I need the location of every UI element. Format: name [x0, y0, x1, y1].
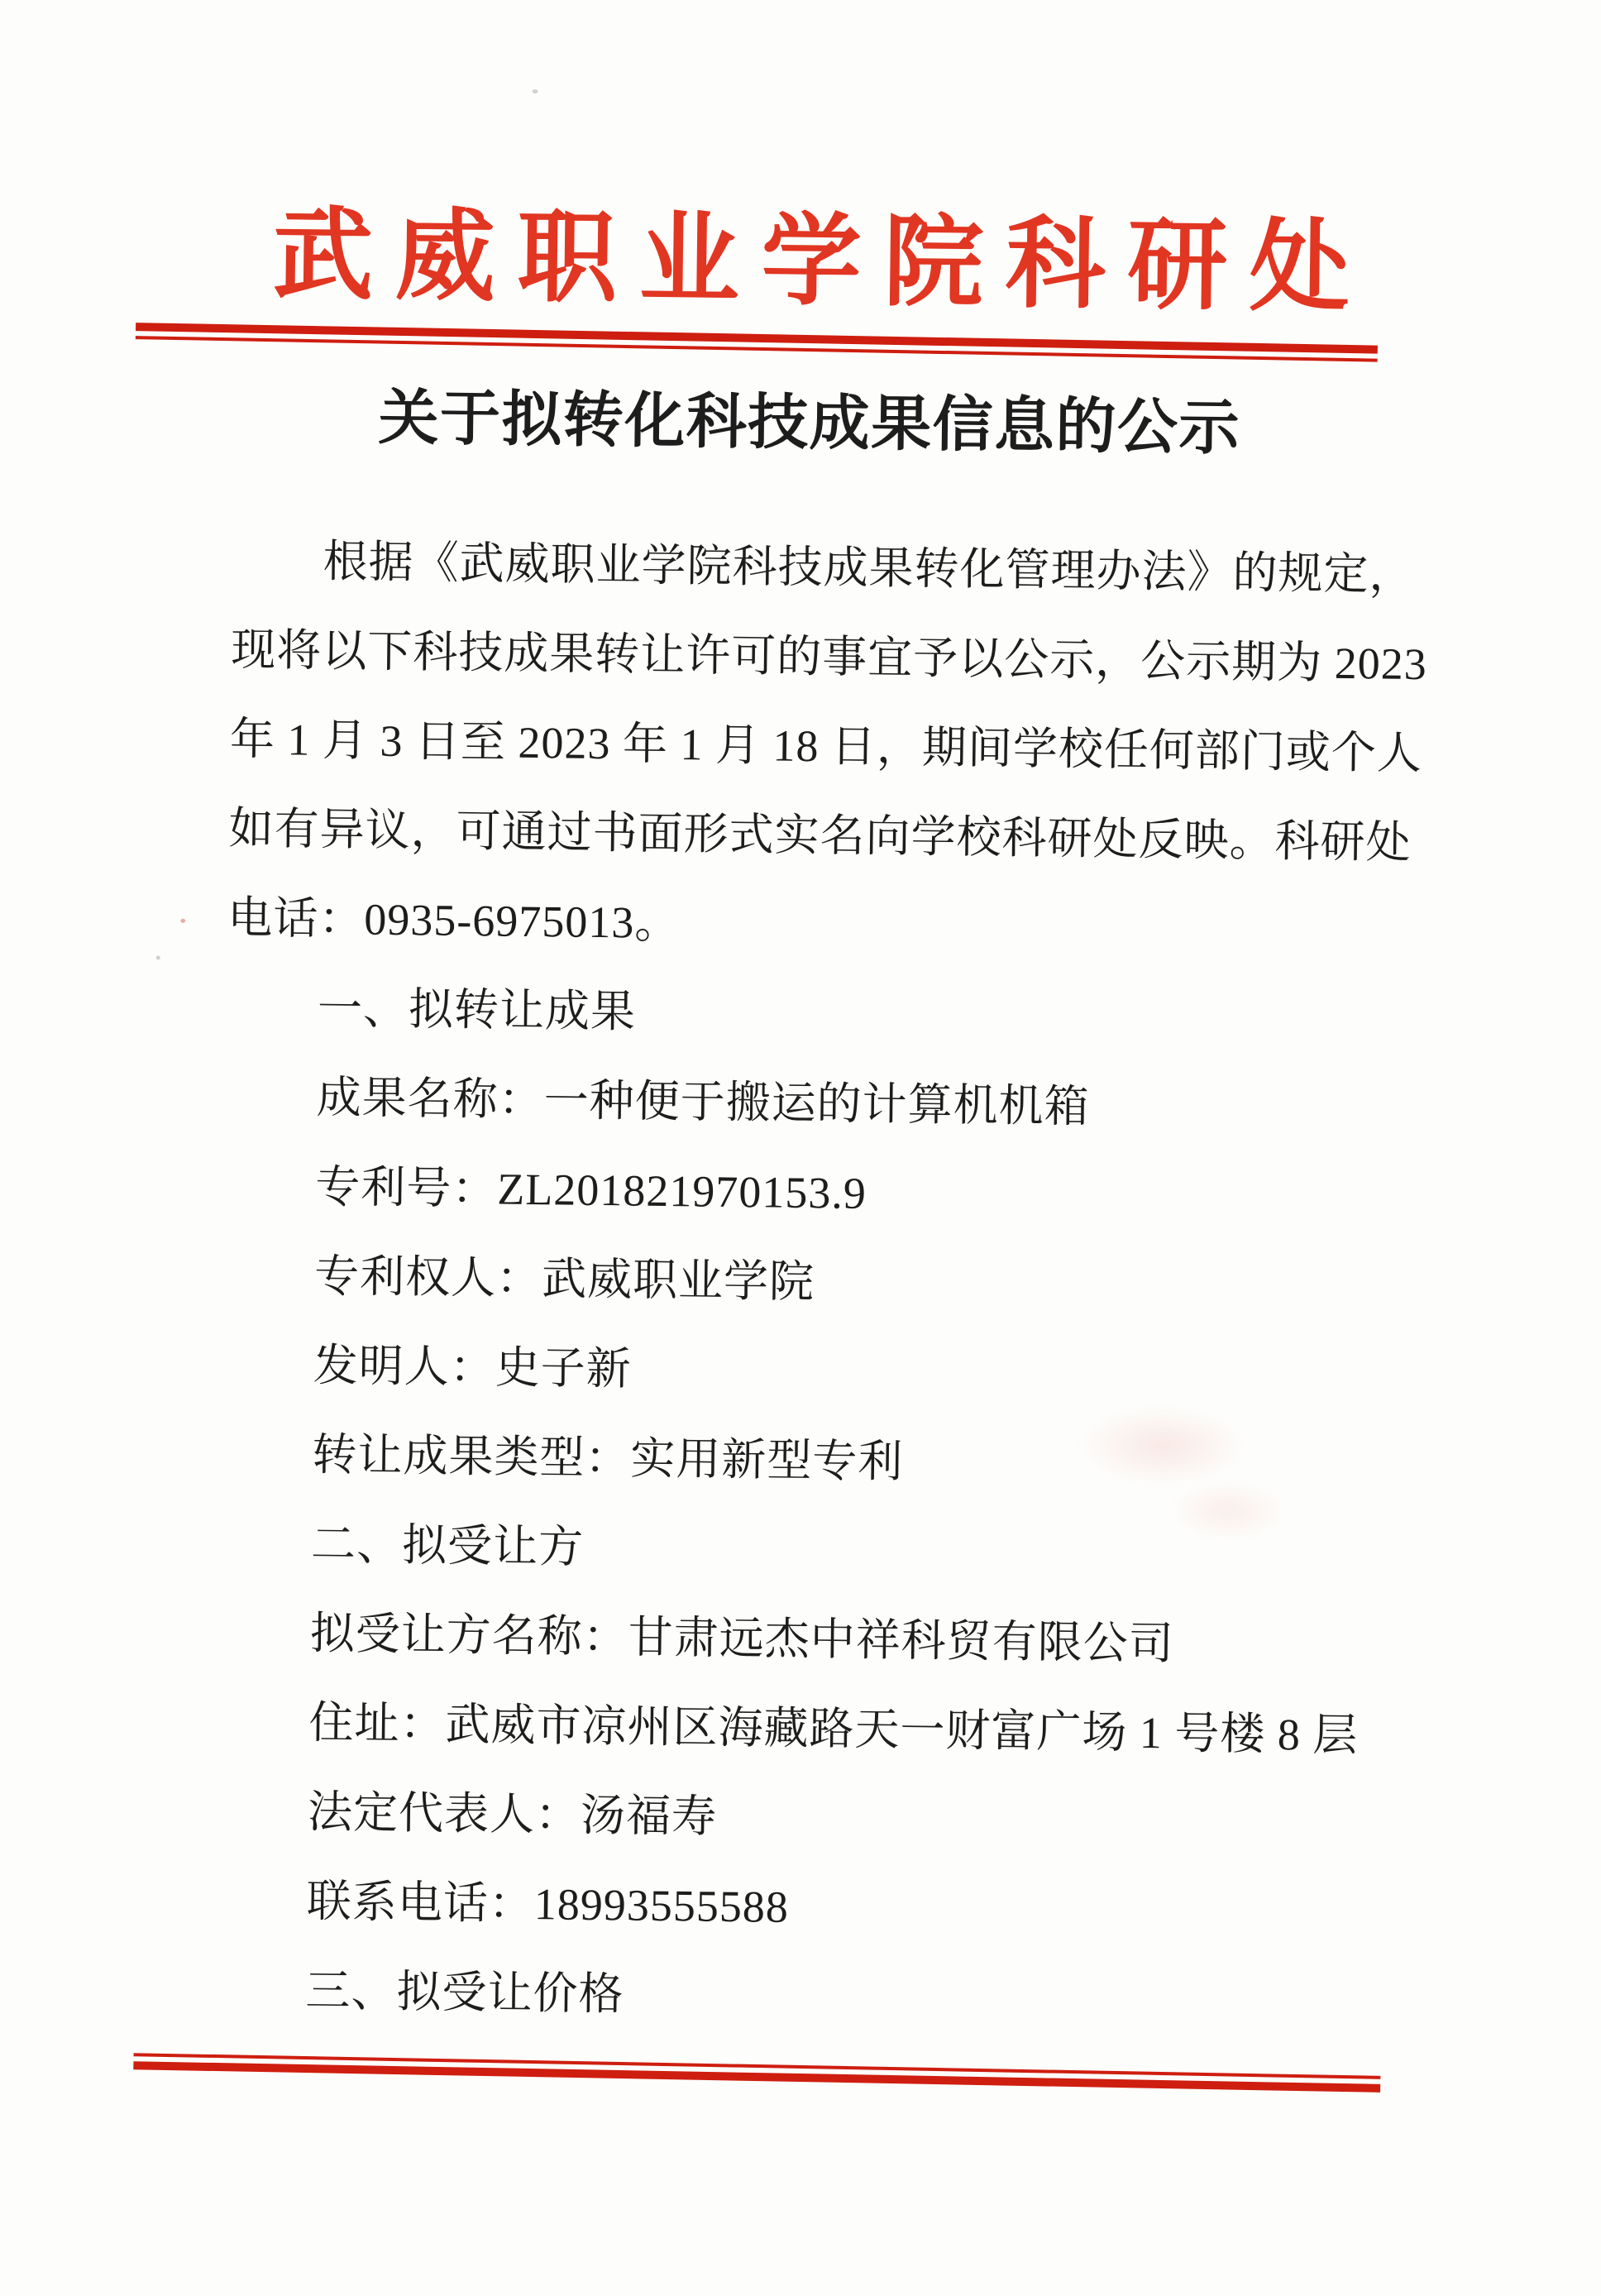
body-line-section-heading: 一、拟转让成果 [317, 983, 637, 1037]
body-line: 年 1 月 3 日至 2023 年 1 月 18 日，期间学校任何部门或个人 [229, 714, 1423, 779]
body-line: 现将以下科技成果转让许可的事宜予以公示，公示期为 2023 [230, 624, 1428, 690]
document-title: 关于拟转化科技成果信息的公示 [378, 384, 1241, 462]
body-line: 发明人：史子新 [313, 1340, 633, 1394]
scan-artifact [180, 919, 185, 923]
body-line: 专利号：ZL201821970153.9 [315, 1161, 867, 1218]
body-line: 联系电话：18993555588 [306, 1876, 790, 1932]
body-line: 成果名称：一种便于搬运的计算机机箱 [316, 1072, 1091, 1132]
body-line-section-heading: 三、拟受让价格 [305, 1965, 624, 2020]
body-line: 拟受让方名称：甘肃远杰中祥科贸有限公司 [309, 1608, 1175, 1669]
document-body [214, 516, 1428, 2049]
body-line: 电话：0935-6975013。 [227, 892, 681, 949]
body-line: 住址：武威市凉州区海藏路天一财富广场 1 号楼 8 层 [308, 1697, 1359, 1761]
body-line: 法定代表人：汤福寿 [307, 1787, 718, 1842]
body-line-section-heading: 二、拟受让方 [310, 1519, 585, 1572]
letterhead-double-rule [136, 323, 1378, 362]
body-line: 转让成果类型：实用新型专利 [312, 1429, 904, 1487]
footer-double-rule [133, 2053, 1380, 2093]
body-line: 专利权人：武威职业学院 [313, 1251, 815, 1308]
letterhead-title: 武威职业学院科研处 [272, 200, 1373, 325]
body-line: 如有异议，可通过书面形式实名向学校科研处反映。科研处 [228, 803, 1412, 868]
body-line: 根据《武威职业学院科技成果转化管理办法》的规定， [323, 536, 1415, 600]
scan-artifact [533, 89, 538, 93]
scan-artifact [156, 955, 160, 959]
